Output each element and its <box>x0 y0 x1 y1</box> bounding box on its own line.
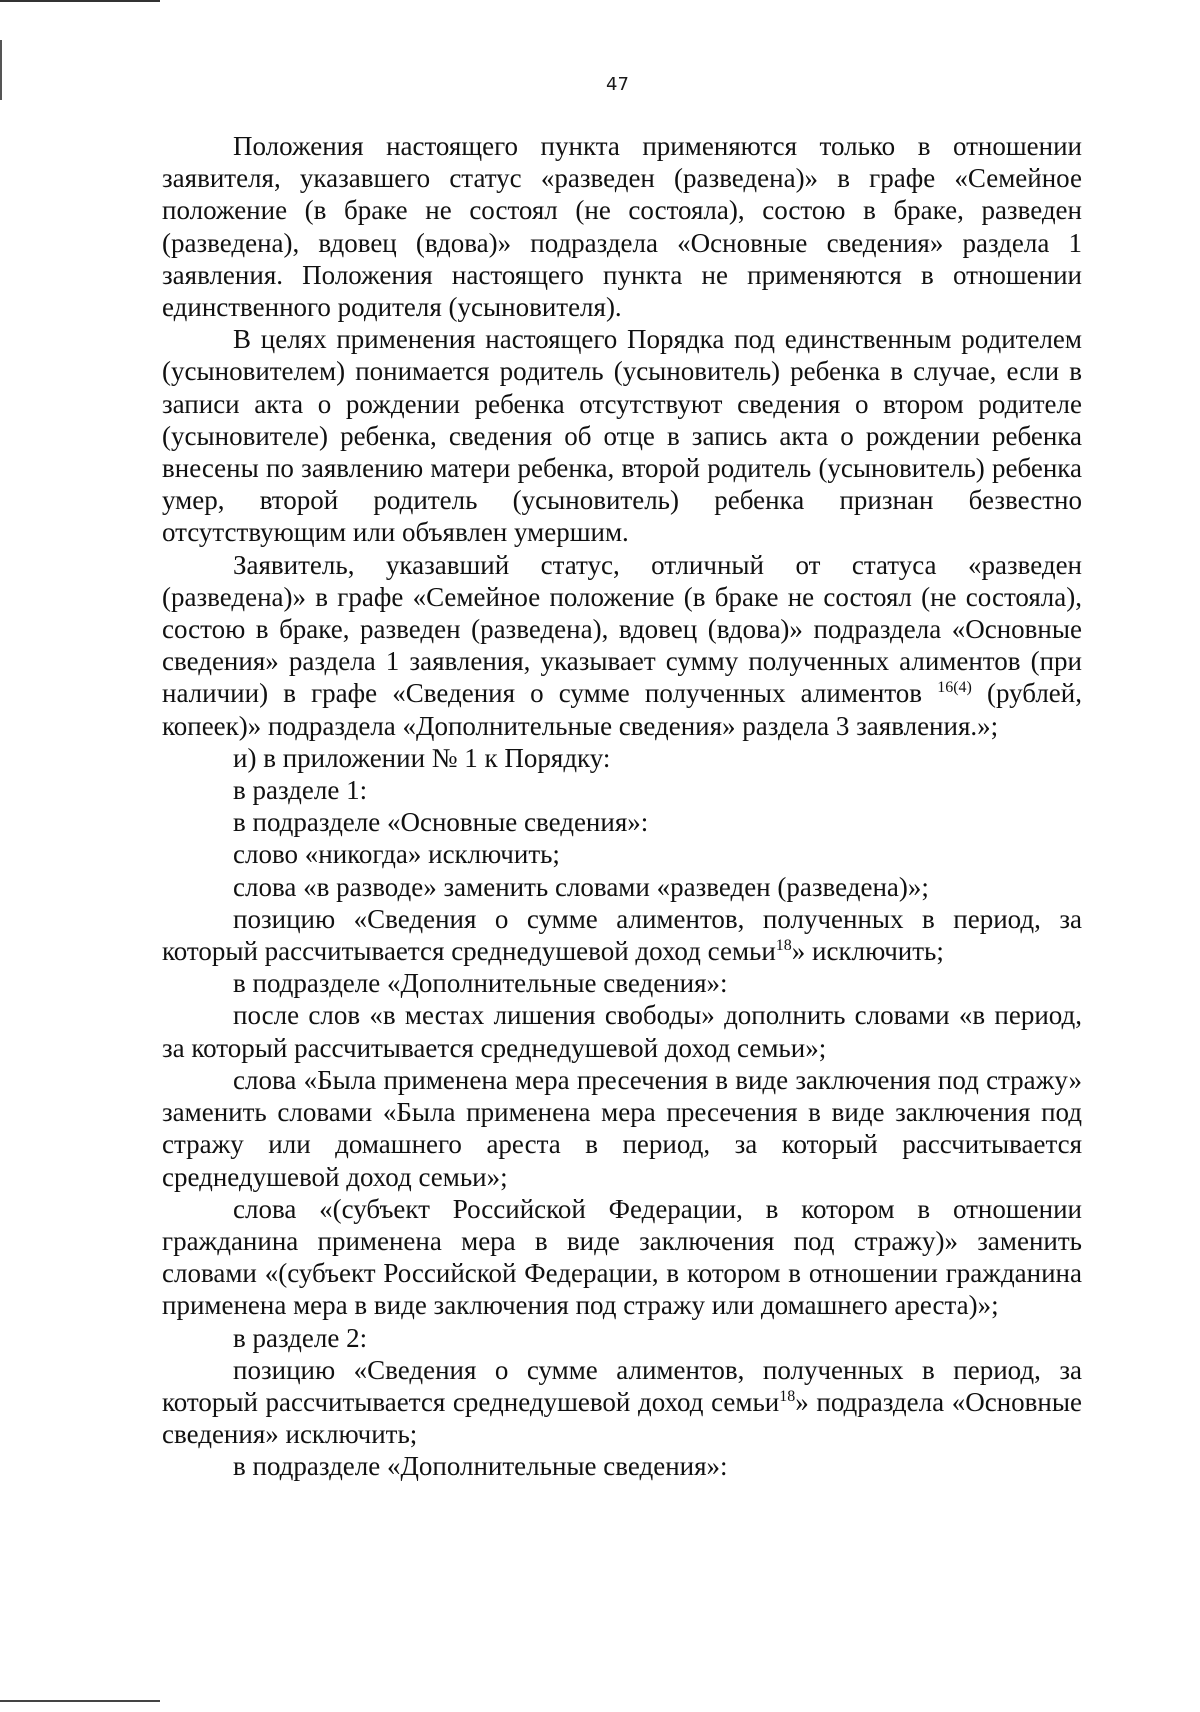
amendment-subsection-additional: в подразделе «Дополнительные сведения»: <box>233 968 728 999</box>
footnote-ref: 16(4) <box>937 679 972 697</box>
paragraph-single-parent-definition: В целях применения настоящего Порядка под единственным родителем (усыновителем) понимается родитель (усыновитель) ребенка в случае, если в записи акта о рождении ребенка отсутствуют сведения о втором родителе (усыновителе) ребенка, сведения об отце в запись акта о рождении ребенка внесены по заявлению матери ребенка, второй родитель (усыновитель) ребенка умер, второй родитель (усыновитель) ребенка признан безвестно отсутствующим или объявлен умершим. <box>162 324 1082 548</box>
text: позицию «Сведения о сумме алиментов, полученных в период, за который рассчитывается среднедушевой доход семьи <box>162 903 1082 967</box>
amendment-subsection-basic: в подразделе «Основные сведения»: <box>233 807 649 838</box>
footnote-ref: 18 <box>779 1387 796 1405</box>
scan-artifact-bottom <box>0 1700 160 1702</box>
scan-artifact-top <box>0 0 160 2</box>
amendment-section-1: в разделе 1: <box>233 775 368 806</box>
amendment-subsection-additional-2: в подразделе «Дополнительные сведения»: <box>233 1451 728 1482</box>
footnote-ref: 18 <box>775 937 792 955</box>
paragraph-scope: Положения настоящего пункта применяются только в отношении заявителя, указавшего статус «разведен (разведена)» в графе «Семейное положение (в браке не состоял (не состояла), состою в браке, разведен (разведена), вдовец (вдова)» подраздела «Основные сведения» раздела 1 заявления. Положения настоящего пункта не применяются в отношении единственного родителя (усыновителя). <box>162 131 1082 323</box>
amendment-alimony-position-2 <box>162 1354 1082 1451</box>
text: » подраздела «Основные сведения» исключить; <box>162 1386 1082 1450</box>
amendment-federal-subject: слова «(субъект Российской Федерации, в котором в отношении гражданина применена мера в виде заключения под стражу)» заменить словами «(субъект Российской Федерации, в котором в отношении гражданина применена мера в виде заключения под стражу или домашнего ареста)»; <box>162 1193 1082 1321</box>
text: (рублей, копеек)» подраздела «Дополнительные сведения» раздела 3 заявления.»; <box>162 678 1082 741</box>
amendment-appendix-1: и) в приложении № 1 к Порядку: <box>233 742 611 773</box>
page-number: 47 <box>606 74 629 95</box>
text: » исключить; <box>791 936 944 967</box>
text: позицию «Сведения о сумме алиментов, полученных в период, за который рассчитывается среднедушевой доход семьи <box>162 1354 1082 1417</box>
amendment-section-2: в разделе 2: <box>233 1322 368 1353</box>
document-body <box>162 130 1082 1483</box>
paragraph-alimony-amount <box>162 549 1082 742</box>
amendment-preventive-measure: слова «Была применена мера пресечения в виде заключения под стражу» заменить словами «Была применена мера пресечения в виде заключения под стражу или домашнего ареста в период, за который рассчитывается среднедушевой доход семьи»; <box>162 1064 1082 1192</box>
amendment-word-never: слово «никогда» исключить; <box>233 839 560 870</box>
amendment-alimony-position-1 <box>162 903 1082 967</box>
amendment-divorced: слова «в разводе» заменить словами «разведен (разведена)»; <box>233 871 929 902</box>
amendment-deprivation-of-liberty: после слов «в местах лишения свободы» дополнить словами «в период, за который рассчитывается среднедушевой доход семьи»; <box>162 1000 1082 1063</box>
text: Заявитель, указавший статус, отличный от статуса «разведен (разведена)» в графе «Семейное положение (в браке не состоял (не состояла), состою в браке, разведен (разведена), вдовец (вдова)» подраздела «Основные сведения» раздела 1 заявления, указывает сумму полученных алиментов (при наличии) в графе «Сведения о сумме полученных алиментов <box>162 549 1082 709</box>
